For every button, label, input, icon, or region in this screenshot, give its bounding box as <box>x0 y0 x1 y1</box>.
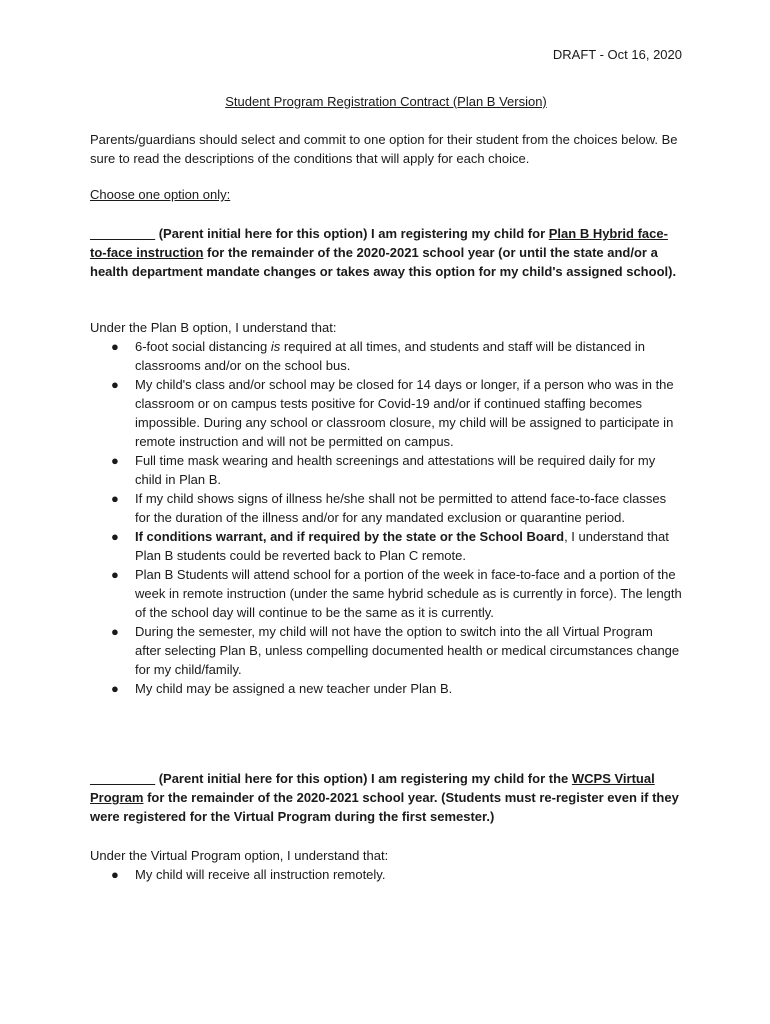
list-item <box>90 565 682 622</box>
virtual-initial-blank[interactable]: _________ <box>90 771 156 786</box>
intro-paragraph: Parents/guardians should select and commit to one option for their student from the choices below. Be sure to read the descriptions of the conditions that will apply for each choice. <box>90 132 678 166</box>
plan-b-rest-text: for the remainder of the 2020-2021 school year (or until the state and/or a health department mandate changes or takes away this option for my child's assigned school). <box>90 245 677 279</box>
choose-option-label: Choose one option only: <box>90 187 231 202</box>
list-item <box>90 451 682 489</box>
list-item <box>90 865 682 884</box>
virtual-rest-text: for the remainder of the 2020-2021 school year. (Students must re-register even if they were registered for the Virtual Program during the first semester.) <box>90 790 679 824</box>
plan-b-option-statement <box>90 224 682 281</box>
bullet-icon: ● <box>111 529 119 544</box>
plan-b-initial-text: (Parent initial here for this option) I am registering my child for <box>155 226 549 241</box>
list-item-text: My child's class and/or school may be closed for 14 days or longer, if a person who was in the classroom or on campus tests positive for Covid-19 and/or if continued staffing becomes impossible. During any school or classroom closure, my child will be assigned to participate in remote instruction and will not be permitted on campus. <box>135 377 674 449</box>
virtual-program-name: WCPS Virtual Program <box>90 771 655 805</box>
list-item <box>90 375 682 451</box>
plan-b-conditions-list <box>90 337 682 698</box>
bullet-icon: ● <box>111 339 119 354</box>
list-item-text: My child may be assigned a new teacher under Plan B. <box>135 681 453 696</box>
bullet-icon: ● <box>111 867 119 882</box>
document-title: Student Program Registration Contract (Plan B Version) <box>225 94 547 109</box>
bullet-icon: ● <box>111 681 119 696</box>
list-item-emphasis: is <box>270 339 281 354</box>
list-item-text: , I understand that Plan B students could be reverted back to Plan C remote. <box>135 529 669 563</box>
list-item-text: If my child shows signs of illness he/she shall not be permitted to attend face-to-face classes for the duration of the illness and/or for any mandated exclusion or quarantine period. <box>135 491 667 525</box>
plan-b-initial-blank[interactable]: _________ <box>90 226 156 241</box>
list-item-text: required at all times, and students and staff will be distanced in classrooms and/or on the school bus. <box>135 339 645 373</box>
plan-b-program-name: Plan B Hybrid face-to-face instruction <box>90 226 668 260</box>
virtual-conditions-list <box>90 865 682 884</box>
list-item-text: My child will receive all instruction remotely. <box>135 867 386 882</box>
bullet-icon: ● <box>111 377 119 392</box>
list-item <box>90 622 682 679</box>
list-item-text: Plan B Students will attend school for a portion of the week in face-to-face and a portion of the week in remote instruction (under the same hybrid schedule as is currently in force). The length of the school day will continue to be the same as it is currently. <box>135 567 682 620</box>
bullet-icon: ● <box>111 491 119 506</box>
list-item <box>90 679 682 698</box>
bullet-icon: ● <box>111 453 119 468</box>
list-item-bold-text: If conditions warrant, and if required by the state or the School Board <box>135 529 565 544</box>
list-item-text: Full time mask wearing and health screenings and attestations will be required daily for my child in Plan B. <box>135 453 656 487</box>
draft-date-label: DRAFT - Oct 16, 2020 <box>552 47 682 62</box>
virtual-option-statement <box>90 769 682 826</box>
list-item <box>90 489 682 527</box>
list-item-text: During the semester, my child will not have the option to switch into the all Virtual Program after selecting Plan B, unless compelling documented health or medical circumstances change for my child/family. <box>135 624 680 677</box>
plan-b-understand-intro: Under the Plan B option, I understand that: <box>90 320 337 335</box>
virtual-initial-text: (Parent initial here for this option) I am registering my child for the <box>155 771 572 786</box>
bullet-icon: ● <box>111 567 119 582</box>
bullet-icon: ● <box>111 624 119 639</box>
list-item <box>90 337 682 375</box>
virtual-understand-intro: Under the Virtual Program option, I understand that: <box>90 848 389 863</box>
list-item-text: 6-foot social distancing <box>135 339 271 354</box>
list-item <box>90 527 682 565</box>
